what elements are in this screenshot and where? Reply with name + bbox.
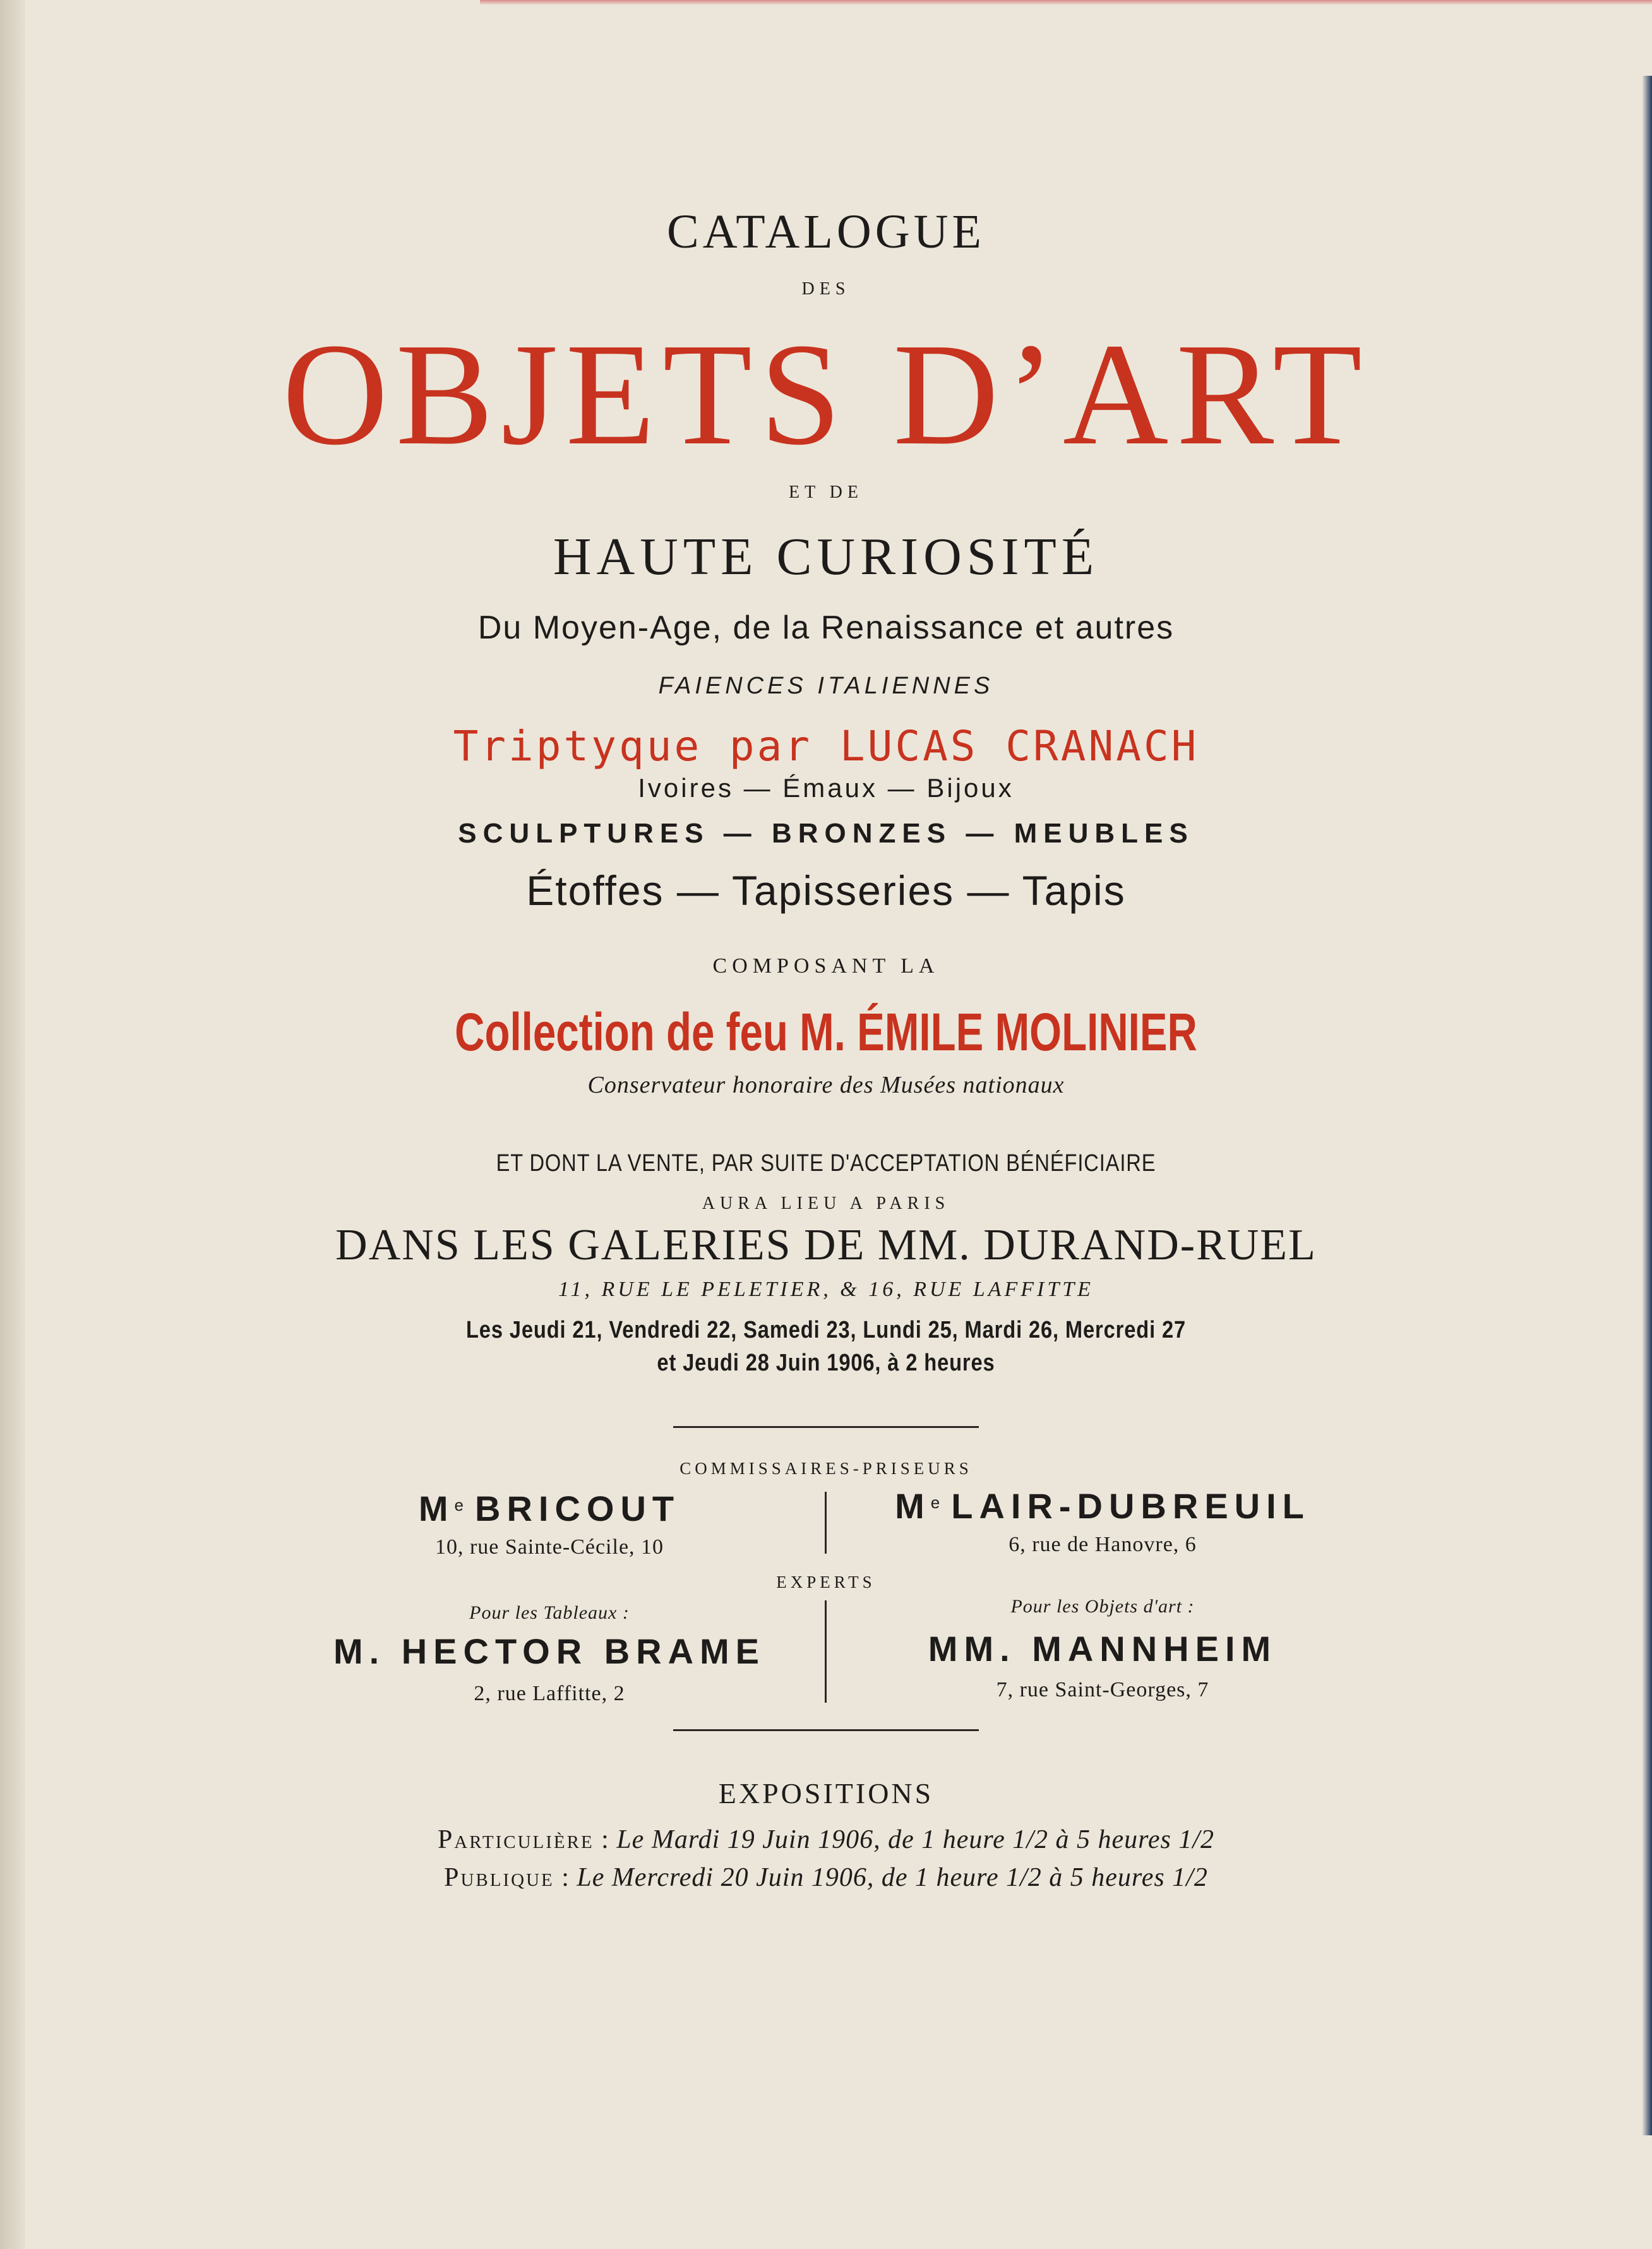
sale-dates-line-2: et Jeudi 28 Juin 1906, à 2 heures — [657, 1350, 995, 1376]
title-et-de: ET DE — [788, 483, 864, 502]
commissaire-lair-suffix: e — [930, 1493, 940, 1512]
commissaire-bricout-address: 10, rue Sainte-Cécile, 10 — [434, 1535, 664, 1559]
sale-dates-line-1: Les Jeudi 21, Vendredi 22, Samedi 23, Lundi 25, Mardi 26, Mercredi 27 — [465, 1317, 1187, 1343]
expert-brame-address: 2, rue Laffitte, 2 — [474, 1682, 625, 1705]
page-top-edge — [480, 0, 1652, 5]
collection-name: Collection de feu M. ÉMILE MOLINIER — [455, 1002, 1197, 1062]
sale-address: 11, RUE LE PELETIER, & 16, RUE LAFFITTE — [558, 1278, 1094, 1301]
subtitle-moyen-age: Du Moyen-Age, de la Renaissance et autres — [477, 609, 1175, 646]
expert-brame-role: Pour les Tableaux : — [469, 1602, 630, 1623]
sale-location: AURA LIEU A PARIS — [702, 1194, 950, 1213]
commissaires-heading: COMMISSAIRES-PRISEURS — [679, 1459, 973, 1478]
subtitle-cranach: Triptyque par LUCAS CRANACH — [453, 722, 1199, 771]
exposition-publique-label: Publique — [444, 1863, 554, 1892]
commissaire-lair-dubreuil-address: 6, rue de Hanovre, 6 — [1009, 1533, 1197, 1556]
title-catalogue: CATALOGUE — [667, 205, 985, 258]
collection-title: Conservateur honoraire des Musées nationaux — [587, 1072, 1065, 1098]
sale-galeries: DANS LES GALERIES DE MM. DURAND-RUEL — [335, 1221, 1317, 1269]
exposition-particuliere-separator: : — [594, 1825, 617, 1854]
subtitle-etoffes: Étoffes — Tapisseries — Tapis — [526, 867, 1126, 914]
exposition-particuliere-label: Particulière — [437, 1825, 594, 1854]
subtitle-ivoires: Ivoires — Émaux — Bijoux — [638, 773, 1014, 803]
column-divider-experts — [825, 1600, 827, 1703]
title-haute-curiosite: HAUTE CURIOSITÉ — [553, 527, 1099, 586]
commissaire-bricout-name — [278, 1487, 821, 1531]
exposition-publique — [0, 1861, 1652, 1895]
composant-la: COMPOSANT LA — [712, 954, 940, 978]
expositions-heading: EXPOSITIONS — [718, 1777, 934, 1809]
subtitle-faiences: FAIENCES ITALIENNES — [658, 673, 994, 699]
exposition-particuliere — [0, 1823, 1652, 1857]
divider-rule-top — [673, 1426, 979, 1428]
exposition-particuliere-text: Le Mardi 19 Juin 1906, de 1 heure 1/2 à 5 heures 1/2 — [616, 1825, 1215, 1854]
expert-mannheim-address: 7, rue Saint-Georges, 7 — [996, 1678, 1209, 1701]
title-objets-dart: OBJETS D’ART — [282, 313, 1370, 476]
commissaire-bricout-prefix: M — [418, 1489, 455, 1528]
exposition-publique-text: Le Mercredi 20 Juin 1906, de 1 heure 1/2 à 5 heures 1/2 — [577, 1863, 1208, 1892]
expert-mannheim-name: MM. MANNHEIM — [928, 1629, 1278, 1669]
column-divider-commissaires — [825, 1492, 827, 1554]
commissaire-bricout-surname: BRICOUT — [475, 1489, 681, 1528]
experts-heading: EXPERTS — [776, 1573, 876, 1592]
commissaire-lair-surname: LAIR-DUBREUIL — [951, 1486, 1310, 1526]
commissaire-lair-prefix: M — [895, 1486, 931, 1526]
subtitle-sculptures: SCULPTURES — BRONZES — MEUBLES — [458, 818, 1194, 849]
expert-brame-name: M. HECTOR BRAME — [333, 1631, 766, 1671]
expert-mannheim-role: Pour les Objets d'art : — [1010, 1596, 1195, 1617]
title-des: DES — [801, 279, 851, 299]
exposition-publique-separator: : — [554, 1863, 577, 1892]
divider-rule-bottom — [673, 1729, 979, 1731]
sale-intro: ET DONT LA VENTE, PAR SUITE D'ACCEPTATION BÉNÉFICIAIRE — [496, 1150, 1156, 1177]
commissaire-lair-dubreuil-name — [831, 1484, 1374, 1528]
commissaire-bricout-suffix: e — [454, 1496, 464, 1514]
